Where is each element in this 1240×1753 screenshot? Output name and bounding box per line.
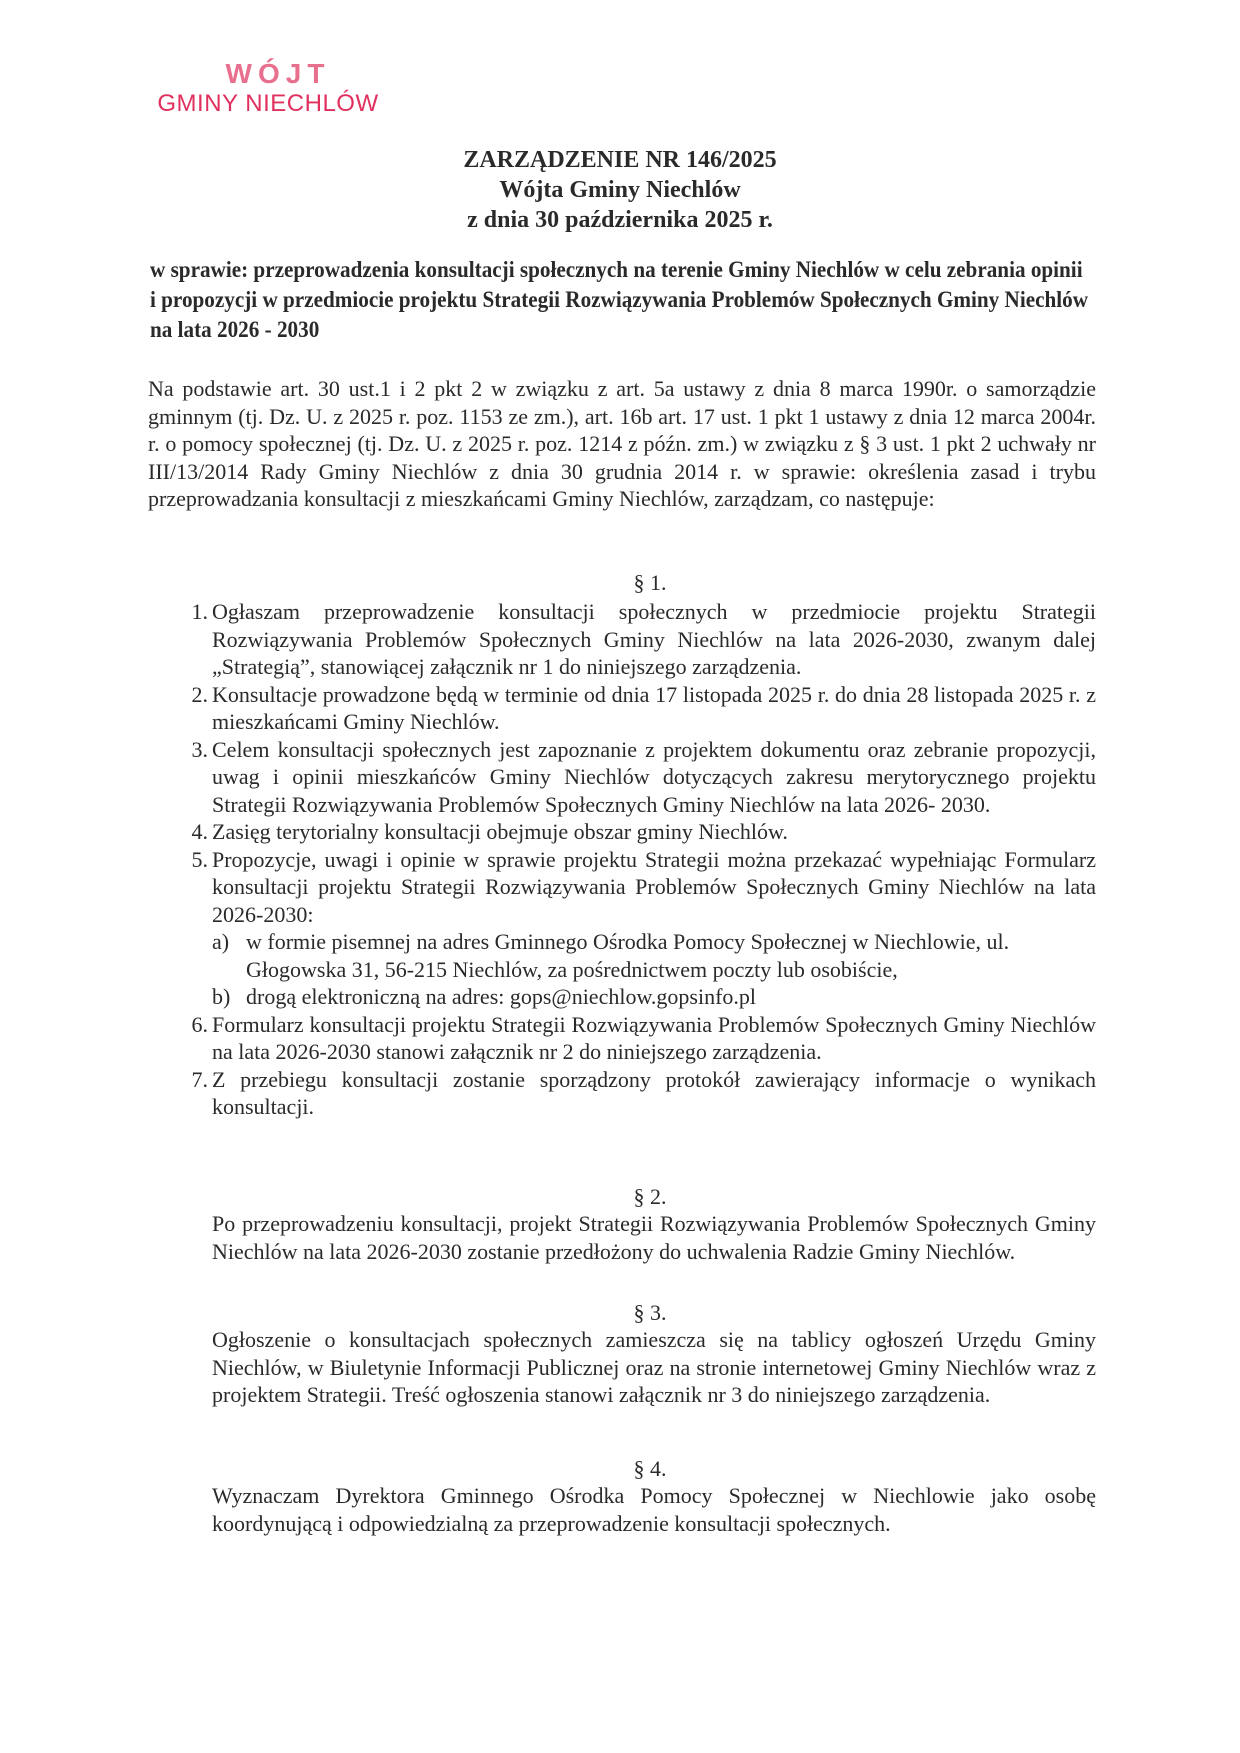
legal-basis: Na podstawie art. 30 ust.1 i 2 pkt 2 w związku z art. 5a ustawy z dnia 8 marca 1990r. o samorządzie gminnym (tj. Dz. U. z 2025 r. poz. 1153 ze zm.), art. 16b art. 17 ust. 1 pkt 1 ustawy z dnia 12 marca 2004r. r. o pomocy społecznej (tj. Dz. U. z 2025 r. poz. 1214 z późn. zm.) w związku z § 3 ust. 1 pkt 2 uchwały nr III/13/2014 Rady Gminy Niechlów z dnia 30 grudnia 2014 r. w sprawie: określenia zasad i trybu przeprowadzania konsultacji z mieszkańcami Gminy Niechlów, zarządzam, co następuje: [148, 376, 1096, 511]
item-text: Ogłaszam przeprowadzenie konsultacji społecznych w przedmiocie projektu Strategii Rozwiązywania Problemów Społecznych Gminy Niechlów na lata 2026-2030, zwanym dalej „Strategią”, stanowiącej załącznik nr 1 do niniejszego zarządzenia. [212, 599, 1096, 679]
item-number: 2. [191, 681, 208, 707]
section-1-list [168, 598, 1096, 1121]
section-3-text: Ogłoszenie o konsultacjach społecznych zamieszcza się na tablicy ogłoszeń Urzędu Gminy Niechlów, w Biuletynie Informacji Publicznej oraz na stronie internetowej Gminy Niechlów wraz z projektem Strategii. Treść ogłoszenia stanowi załącznik nr 3 do niniejszego zarządzenia. [212, 1327, 1096, 1407]
item-number: 7. [191, 1066, 208, 1092]
item-number: 1. [191, 599, 208, 624]
sub-list-item [212, 983, 1096, 1011]
item-text: Formularz konsultacji projektu Strategii Rozwiązywania Problemów Społecznych Gminy Niechlów na lata 2026-2030 stanowi załącznik nr 2 do niniejszego zarządzenia. [212, 1011, 1096, 1064]
item-text: Konsultacje prowadzone będą w terminie od dnia 17 listopada 2025 r. do dnia 28 listopada 2025 r. z mieszkańcami Gminy Niechlów. [212, 681, 1096, 734]
official-stamp [148, 60, 388, 116]
ordinance-number: ZARZĄDZENIE NR 146/2025 [463, 147, 777, 173]
list-item [168, 598, 1096, 681]
document-subject: w sprawie: przeprowadzenia konsultacji społecznych na terenie Gminy Niechlów w celu zebrania opinii i propozycji w przedmiocie projektu Strategii Rozwiązywania Problemów Społecznych Gminy Niechlów na lata 2026 - 2030 [150, 257, 1088, 342]
sub-item-text: w formie pisemnej na adres Gminnego Ośrodka Pomocy Społecznej w Niechlowie, ul. Głogowska 31, 56-215 Niechlów, za pośrednictwem poczty lub osobiście, [246, 929, 1010, 982]
section-1-heading: § 1. [633, 570, 667, 595]
item-text: Celem konsultacji społecznych jest zapoznanie z projektem dokumentu oraz zebranie propozycji, uwag i opinii mieszkańców Gminy Niechlów dotyczących zakresu merytorycznego projektu Strategii Rozwiązywania Problemów Społecznych Gminy Niechlów na lata 2026- 2030. [212, 736, 1096, 817]
item-text: Z przebiegu konsultacji zostanie sporządzony protokół zawierający informacje o wynikach konsultacji. [212, 1066, 1096, 1119]
sub-item-letter: a) [212, 929, 230, 954]
sub-item-text: drogą elektroniczną na adres: gops@niechlow.gopsinfo.pl [246, 984, 757, 1009]
list-item [168, 1066, 1096, 1121]
sub-list-item [212, 928, 1096, 983]
sub-list [212, 928, 1096, 1011]
item-number: 5. [191, 846, 208, 872]
section-4-heading: § 4. [633, 1456, 667, 1481]
section-2-text: Po przeprowadzeniu konsultacji, projekt Strategii Rozwiązywania Problemów Społecznych Gminy Niechlów na lata 2026-2030 zostanie przedłożony do uchwalenia Radzie Gminy Niechlów. [212, 1211, 1096, 1264]
list-item [168, 1011, 1096, 1066]
list-item [168, 681, 1096, 736]
stamp-subtitle: GMINY NIECHLÓW [157, 90, 379, 117]
stamp-title: WÓJT [225, 58, 331, 89]
section-2-heading: § 2. [633, 1184, 667, 1209]
item-number: 3. [191, 736, 208, 762]
sub-item-letter: b) [212, 984, 231, 1009]
issue-date: z dnia 30 października 2025 r. [467, 207, 773, 233]
item-number: 4. [191, 819, 208, 844]
item-text: Zasięg terytorialny konsultacji obejmuje obszar gminy Niechlów. [212, 819, 788, 844]
list-item [168, 818, 1096, 846]
item-text: Propozycje, uwagi i opinie w sprawie projektu Strategii można przekazać wypełniając Formularz konsultacji projektu Strategii Rozwiązywania Problemów Społecznych Gminy Niechlów na lata 2026-2030: [212, 846, 1096, 927]
section-3-heading: § 3. [633, 1300, 667, 1325]
item-number: 6. [191, 1011, 208, 1037]
issuer: Wójta Gminy Niechlów [499, 177, 741, 203]
list-item [168, 846, 1096, 1011]
list-item [168, 736, 1096, 819]
document-header [0, 145, 1240, 235]
section-4-text: Wyznaczam Dyrektora Gminnego Ośrodka Pomocy Społecznej w Niechlowie jako osobę koordynującą i odpowiedzialną za przeprowadzenie konsultacji społecznych. [212, 1483, 1096, 1536]
